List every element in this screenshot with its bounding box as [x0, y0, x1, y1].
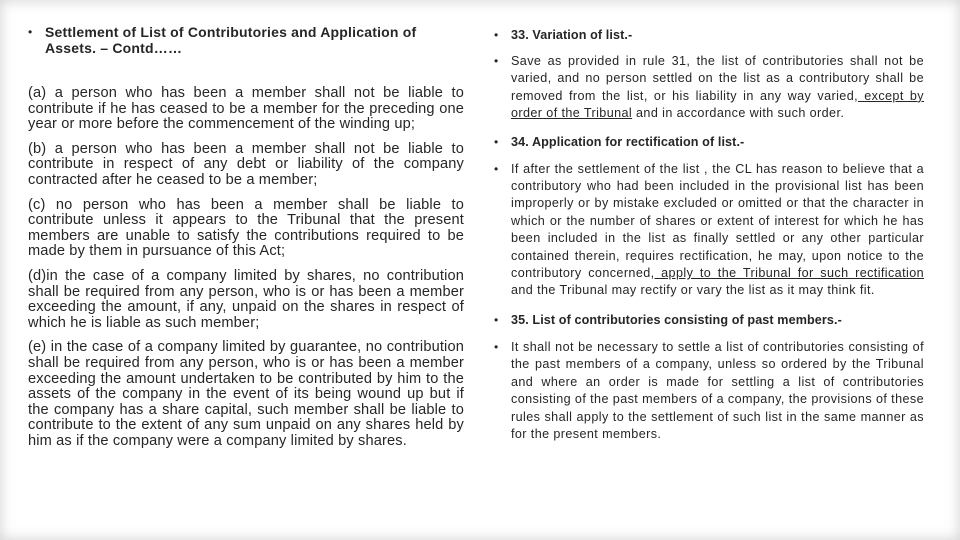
rule-35-body-item: [494, 339, 924, 443]
rule-33-heading-item: [494, 27, 924, 43]
rule-35-heading-item: [494, 312, 924, 328]
clause-c: (c) no person who has been a member shall be liable to contribute unless it appears to the Tribunal that the present members are unable to satisfy the contributions required to be made by them in pursuance of this Act;: [28, 196, 464, 260]
rule-35-heading: 35. List of contributories consisting of past members.-: [511, 312, 842, 327]
rule-34-body: [511, 161, 924, 300]
right-column: [494, 24, 924, 443]
bullet-icon: •: [494, 312, 499, 327]
rule-33-body: [511, 53, 924, 123]
clause-e: (e) in the case of a company limited by guarantee, no contribution shall be required from any person, who is or has been a member exceeding the amount undertaken to be contributed by him to the assets of the company in the event of its being wound up but if the company has a share capital, such member shall be liable to contribute to the extent of any sum unpaid on any shares held by him as if the company were a company limited by shares.: [28, 339, 464, 449]
bullet-icon: •: [494, 161, 499, 176]
clause-a: (a) a person who has been a member shall not be liable to contribute if he has ceased to be a member for the preceding one year or more before the commencement of the winding up;: [28, 85, 464, 133]
rule-34-body-item: [494, 161, 924, 300]
bullet-icon: •: [494, 339, 499, 354]
bullet-icon: •: [494, 54, 499, 68]
bullet-icon: •: [494, 134, 499, 149]
clause-b: (b) a person who has been a member shall not be liable to contribute in respect of any debt or liability of the company contracted after he ceased to be a member;: [28, 140, 464, 188]
bullet-icon: •: [28, 25, 33, 39]
rule-34-text: If after the settlement of the list , the CL has reason to believe that a contributory who had been included in the provisional list has been improperly or by mistake excluded or omitted or that the character in which or the number of shares or extent of interest for which he has been included in the list as finally settled or any other particular contained therein, requires rectification, he may, upon notice to the contributory concerned,: [511, 161, 924, 281]
clause-d: (d)in the case of a company limited by shares, no contribution shall be required from any person, who is or has been a member exceeding the amount, if any, unpaid on the shares in respect of which he is liable as such member;: [28, 267, 464, 331]
rule-34-heading-item: [494, 134, 924, 150]
rule-35-body: It shall not be necessary to settle a list of contributories consisting of the past members of a company, unless so ordered by the Tribunal and where an order is made for settling a list of contributories consisting of the past members of a company, the provisions of these rules shall apply to the settlement of such list in the same manner as for the present members.: [511, 339, 924, 441]
left-heading: Settlement of List of Contributories and Application of Assets. – Contd……: [45, 24, 417, 56]
rule-33-text-end: and in accordance with such order.: [632, 106, 845, 121]
rule-34-heading: 34. Application for rectification of list.-: [511, 134, 745, 149]
rule-33-body-item: [494, 53, 924, 123]
rule-34-text-end: and the Tribunal may rectify or vary the list as it may think fit.: [511, 283, 875, 298]
rule-33-text: Save as provided in rule 31, the list of contributories shall not be varied, and no person settled on the list as a contributory shall be removed from the list, or his liability in any way varied,: [511, 54, 924, 103]
left-column: [28, 24, 464, 458]
left-heading-item: [28, 24, 464, 56]
bullet-icon: •: [494, 28, 499, 42]
rule-33-heading: 33. Variation of list.-: [511, 28, 633, 42]
rule-33-underlined: except by order of the Tribunal: [511, 88, 925, 121]
rule-34-underlined: apply to the Tribunal for such rectification: [654, 266, 924, 281]
